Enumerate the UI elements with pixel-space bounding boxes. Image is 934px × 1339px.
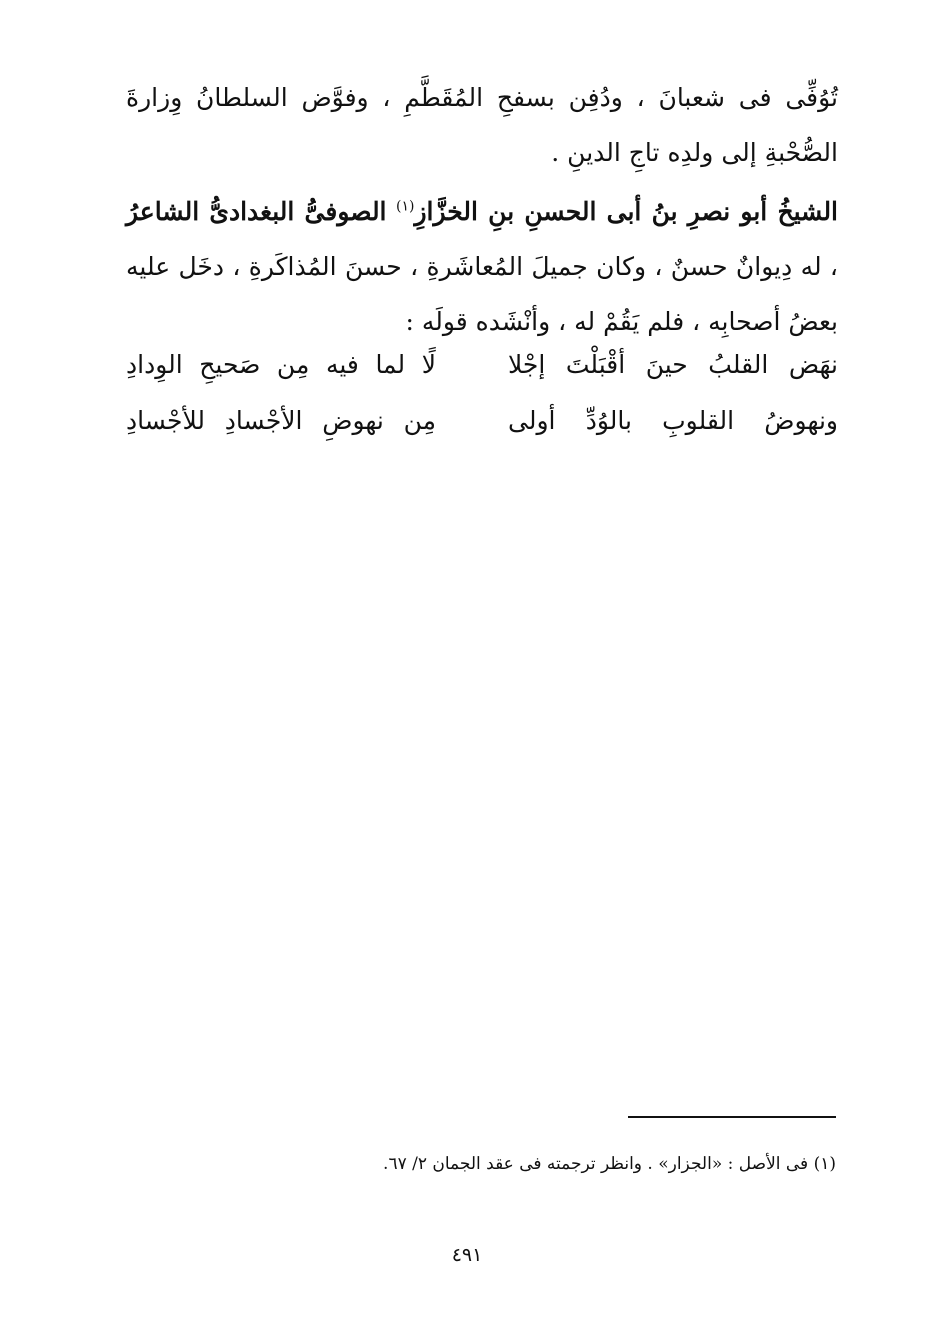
footnote: (١) فى الأصل : «الجزار» . وانظر ترجمته فى عقد الجمان ٢/ ٦٧. bbox=[383, 1154, 836, 1174]
poem-verse bbox=[126, 350, 838, 406]
poem bbox=[126, 350, 838, 462]
main-text bbox=[126, 70, 838, 349]
verse-first-hemistich: ونهوضُ القلوبِ بالوُدِّ أولى bbox=[508, 406, 838, 435]
person-name: الشيخُ أبو نصرِ بنُ أبى الحسنِ بنِ الخزَّازِ bbox=[414, 197, 839, 226]
biography-text: ، له دِيوانٌ حسنٌ ، وكان جميلَ المُعاشَرةِ ، حسنَ المُذاكَرةِ ، دخَل عليه بعضُ أصحابِه ، فلم يَقُمْ له ، وأنْشَده قولَه : bbox=[126, 252, 838, 336]
person-title: الصوفىُّ البغدادىُّ الشاعرُ bbox=[126, 197, 387, 226]
paragraph-biography bbox=[126, 184, 838, 349]
page-number: ٤٩١ bbox=[451, 1244, 483, 1266]
footnote-divider bbox=[628, 1116, 836, 1118]
poem-verse bbox=[126, 406, 838, 462]
verse-second-hemistich: لًا لما فيه مِن صَحيحِ الوِدادِ bbox=[126, 350, 436, 379]
verse-first-hemistich: نهَض القلبُ حينَ أقْبَلْتَ إجْلا bbox=[508, 350, 838, 379]
paragraph-death-notice: تُوُفِّى فى شعبانَ ، ودُفِن بسفحِ المُقَطَّمِ ، وفوَّض السلطانُ وِزارةَ الصُّحْبةِ إلى ولدِه تاجِ الدينِ . bbox=[126, 83, 838, 167]
verse-second-hemistich: مِن نهوضِ الأجْسادِ للأجْسادِ bbox=[126, 406, 436, 435]
footnote-reference: (١) bbox=[395, 198, 415, 215]
